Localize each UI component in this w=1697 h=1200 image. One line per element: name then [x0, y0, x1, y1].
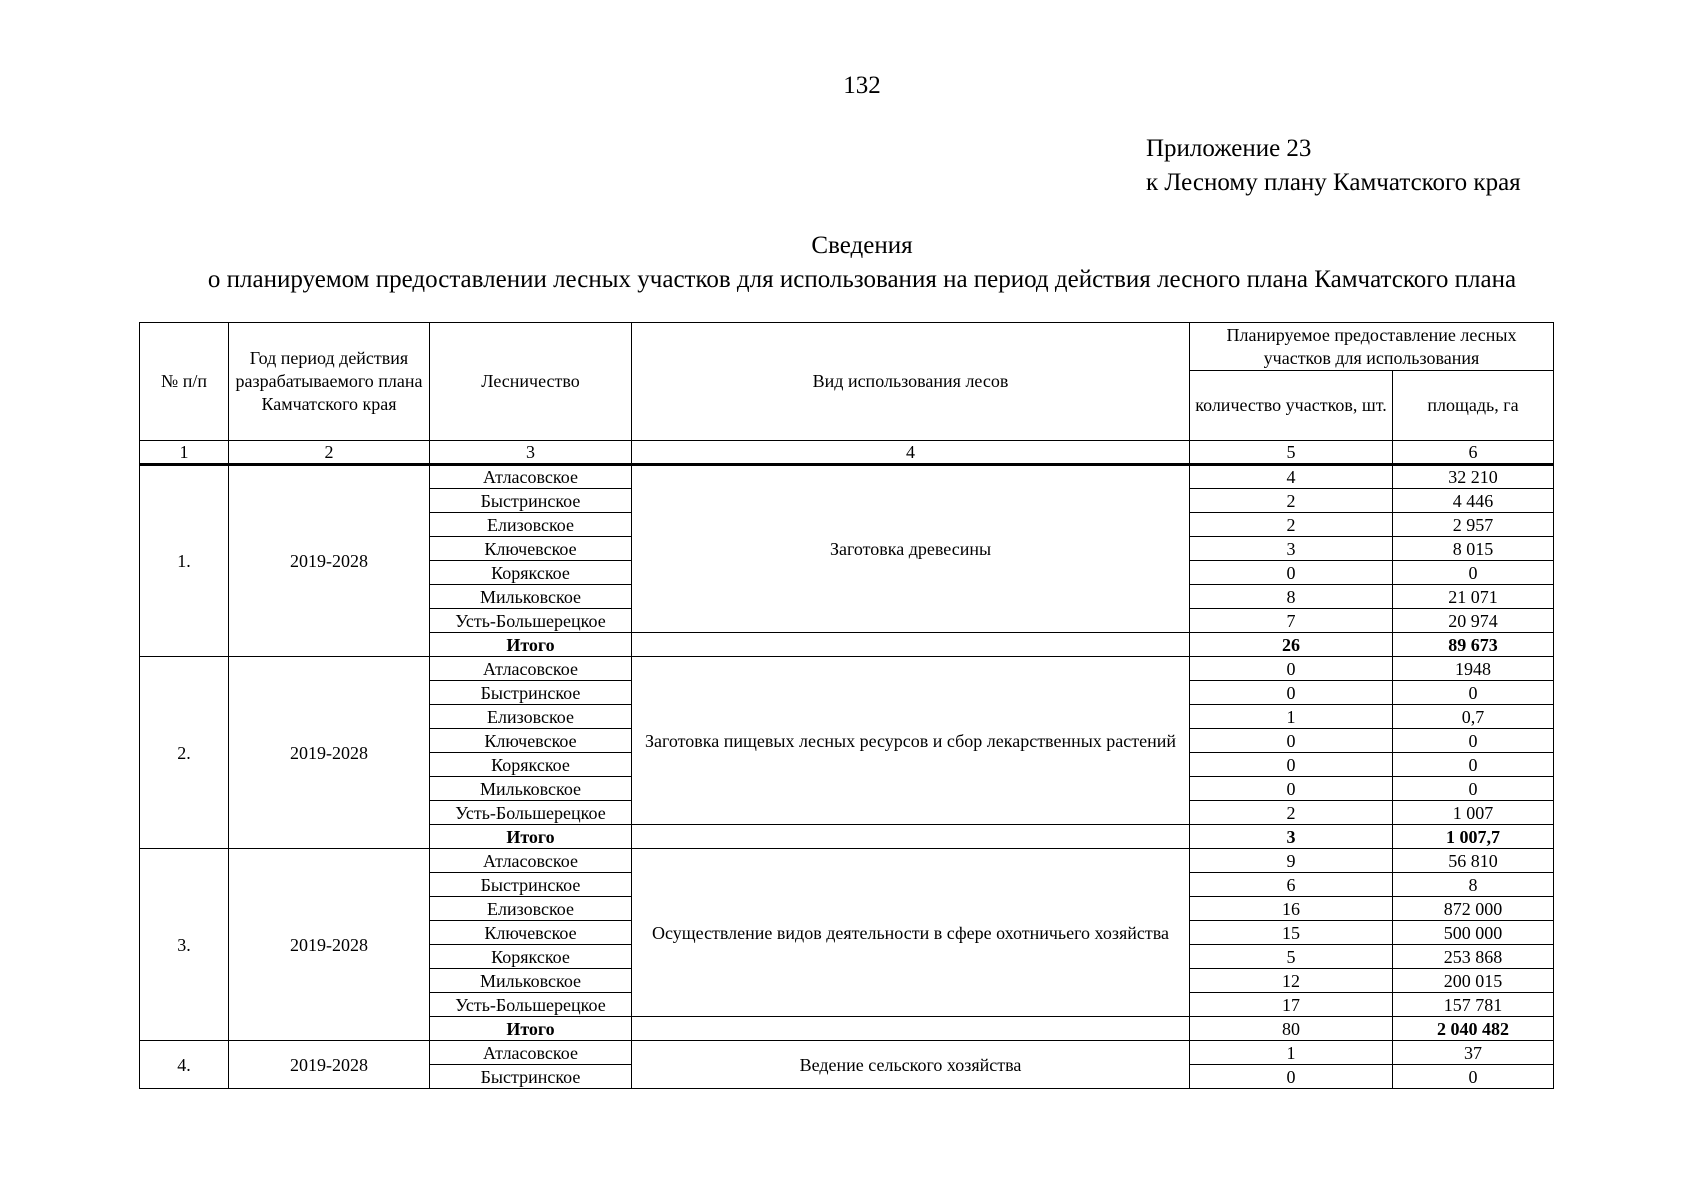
total-area: 1 007,7 — [1393, 825, 1554, 849]
column-numbers-row — [140, 441, 1554, 465]
page-number: 132 — [843, 72, 881, 99]
plot-area: 8 — [1393, 873, 1554, 897]
appendix-line-1: Приложение 23 — [1146, 135, 1312, 162]
forestry-name: Мильковское — [430, 969, 632, 993]
plot-area: 200 015 — [1393, 969, 1554, 993]
forestry-name: Усть-Большерецкое — [430, 609, 632, 633]
column-number: 2 — [229, 441, 430, 465]
plot-count: 0 — [1190, 561, 1393, 585]
forestry-name: Корякское — [430, 945, 632, 969]
forestry-name: Быстринское — [430, 681, 632, 705]
header-forestry: Лесничество — [430, 323, 632, 441]
table-body — [140, 441, 1554, 1089]
group-number: 4. — [140, 1041, 229, 1089]
plot-count: 7 — [1190, 609, 1393, 633]
forestry-name: Атласовское — [430, 657, 632, 681]
plot-area: 21 071 — [1393, 585, 1554, 609]
plot-count: 0 — [1190, 777, 1393, 801]
plot-count: 2 — [1190, 513, 1393, 537]
forestry-name: Елизовское — [430, 705, 632, 729]
header-year: Год период действия разрабатываемого плана Камчатского края — [229, 323, 430, 441]
column-number: 1 — [140, 441, 229, 465]
total-count: 26 — [1190, 633, 1393, 657]
plot-count: 17 — [1190, 993, 1393, 1017]
header-count: количество участков, шт. — [1190, 371, 1393, 441]
plot-count: 2 — [1190, 489, 1393, 513]
plot-area: 37 — [1393, 1041, 1554, 1065]
plot-area: 0 — [1393, 561, 1554, 585]
forestry-name: Мильковское — [430, 777, 632, 801]
group-number: 1. — [140, 465, 229, 657]
total-label: Итого — [430, 633, 632, 657]
plot-count: 2 — [1190, 801, 1393, 825]
forestry-name: Корякское — [430, 561, 632, 585]
plot-area: 4 446 — [1393, 489, 1554, 513]
plot-area: 872 000 — [1393, 897, 1554, 921]
usage-type: Заготовка древесины — [632, 465, 1190, 633]
plot-count: 5 — [1190, 945, 1393, 969]
document-subtitle: о планируемом предоставлении лесных участков для использования на период действия лесного плана Камчатского плана — [207, 266, 1517, 293]
table-row — [140, 465, 1554, 489]
column-number: 3 — [430, 441, 632, 465]
forestry-name: Атласовское — [430, 849, 632, 873]
table-row — [140, 657, 1554, 681]
plot-area: 0 — [1393, 681, 1554, 705]
plot-count: 16 — [1190, 897, 1393, 921]
total-count: 80 — [1190, 1017, 1393, 1041]
forestry-name: Ключевское — [430, 537, 632, 561]
plot-area: 1948 — [1393, 657, 1554, 681]
group-period: 2019-2028 — [229, 657, 430, 849]
header-area: площадь, га — [1393, 371, 1554, 441]
forest-plots-table — [139, 322, 1554, 1089]
plot-area: 0 — [1393, 777, 1554, 801]
forestry-name: Усть-Большерецкое — [430, 993, 632, 1017]
plot-area: 0 — [1393, 729, 1554, 753]
group-number: 2. — [140, 657, 229, 849]
plot-area: 8 015 — [1393, 537, 1554, 561]
total-usage-empty — [632, 1017, 1190, 1041]
plot-area: 0 — [1393, 1065, 1554, 1089]
plot-count: 15 — [1190, 921, 1393, 945]
forestry-name: Быстринское — [430, 873, 632, 897]
plot-count: 8 — [1190, 585, 1393, 609]
total-label: Итого — [430, 825, 632, 849]
forestry-name: Мильковское — [430, 585, 632, 609]
group-number: 3. — [140, 849, 229, 1041]
plot-area: 56 810 — [1393, 849, 1554, 873]
plot-count: 0 — [1190, 729, 1393, 753]
plot-area: 157 781 — [1393, 993, 1554, 1017]
group-period: 2019-2028 — [229, 1041, 430, 1089]
plot-area: 0 — [1393, 753, 1554, 777]
plot-count: 6 — [1190, 873, 1393, 897]
column-number: 4 — [632, 441, 1190, 465]
plot-area: 2 957 — [1393, 513, 1554, 537]
plot-area: 20 974 — [1393, 609, 1554, 633]
table-row — [140, 1041, 1554, 1065]
total-usage-empty — [632, 633, 1190, 657]
plot-count: 4 — [1190, 465, 1393, 489]
total-count: 3 — [1190, 825, 1393, 849]
forestry-name: Атласовское — [430, 1041, 632, 1065]
forestry-name: Быстринское — [430, 489, 632, 513]
group-period: 2019-2028 — [229, 849, 430, 1041]
plot-count: 0 — [1190, 1065, 1393, 1089]
forestry-name: Атласовское — [430, 465, 632, 489]
forestry-name: Усть-Большерецкое — [430, 801, 632, 825]
appendix-note — [1146, 132, 1521, 200]
usage-type: Заготовка пищевых лесных ресурсов и сбор лекарственных растений — [632, 657, 1190, 825]
forestry-name: Ключевское — [430, 921, 632, 945]
plot-count: 9 — [1190, 849, 1393, 873]
header-planned: Планируемое предоставление лесных участков для использования — [1190, 323, 1554, 371]
total-label: Итого — [430, 1017, 632, 1041]
total-area: 2 040 482 — [1393, 1017, 1554, 1041]
plot-area: 0,7 — [1393, 705, 1554, 729]
column-number: 5 — [1190, 441, 1393, 465]
total-usage-empty — [632, 825, 1190, 849]
usage-type: Осуществление видов деятельности в сфере охотничьего хозяйства — [632, 849, 1190, 1017]
appendix-line-2: к Лесному плану Камчатского края — [1146, 169, 1521, 196]
plot-area: 32 210 — [1393, 465, 1554, 489]
header-num: № п/п — [140, 323, 229, 441]
plot-count: 1 — [1190, 1041, 1393, 1065]
plot-count: 3 — [1190, 537, 1393, 561]
total-area: 89 673 — [1393, 633, 1554, 657]
plot-area: 1 007 — [1393, 801, 1554, 825]
plot-count: 1 — [1190, 705, 1393, 729]
plot-count: 0 — [1190, 681, 1393, 705]
forestry-name: Быстринское — [430, 1065, 632, 1089]
forestry-name: Елизовское — [430, 513, 632, 537]
usage-type: Ведение сельского хозяйства — [632, 1041, 1190, 1089]
forestry-name: Ключевское — [430, 729, 632, 753]
forestry-name: Корякское — [430, 753, 632, 777]
plot-count: 0 — [1190, 753, 1393, 777]
plot-count: 0 — [1190, 657, 1393, 681]
column-number: 6 — [1393, 441, 1554, 465]
forestry-name: Елизовское — [430, 897, 632, 921]
plot-area: 253 868 — [1393, 945, 1554, 969]
group-period: 2019-2028 — [229, 465, 430, 657]
table-row — [140, 849, 1554, 873]
document-title: Сведения — [811, 232, 913, 259]
plot-count: 12 — [1190, 969, 1393, 993]
plot-area: 500 000 — [1393, 921, 1554, 945]
header-usage: Вид использования лесов — [632, 323, 1190, 441]
